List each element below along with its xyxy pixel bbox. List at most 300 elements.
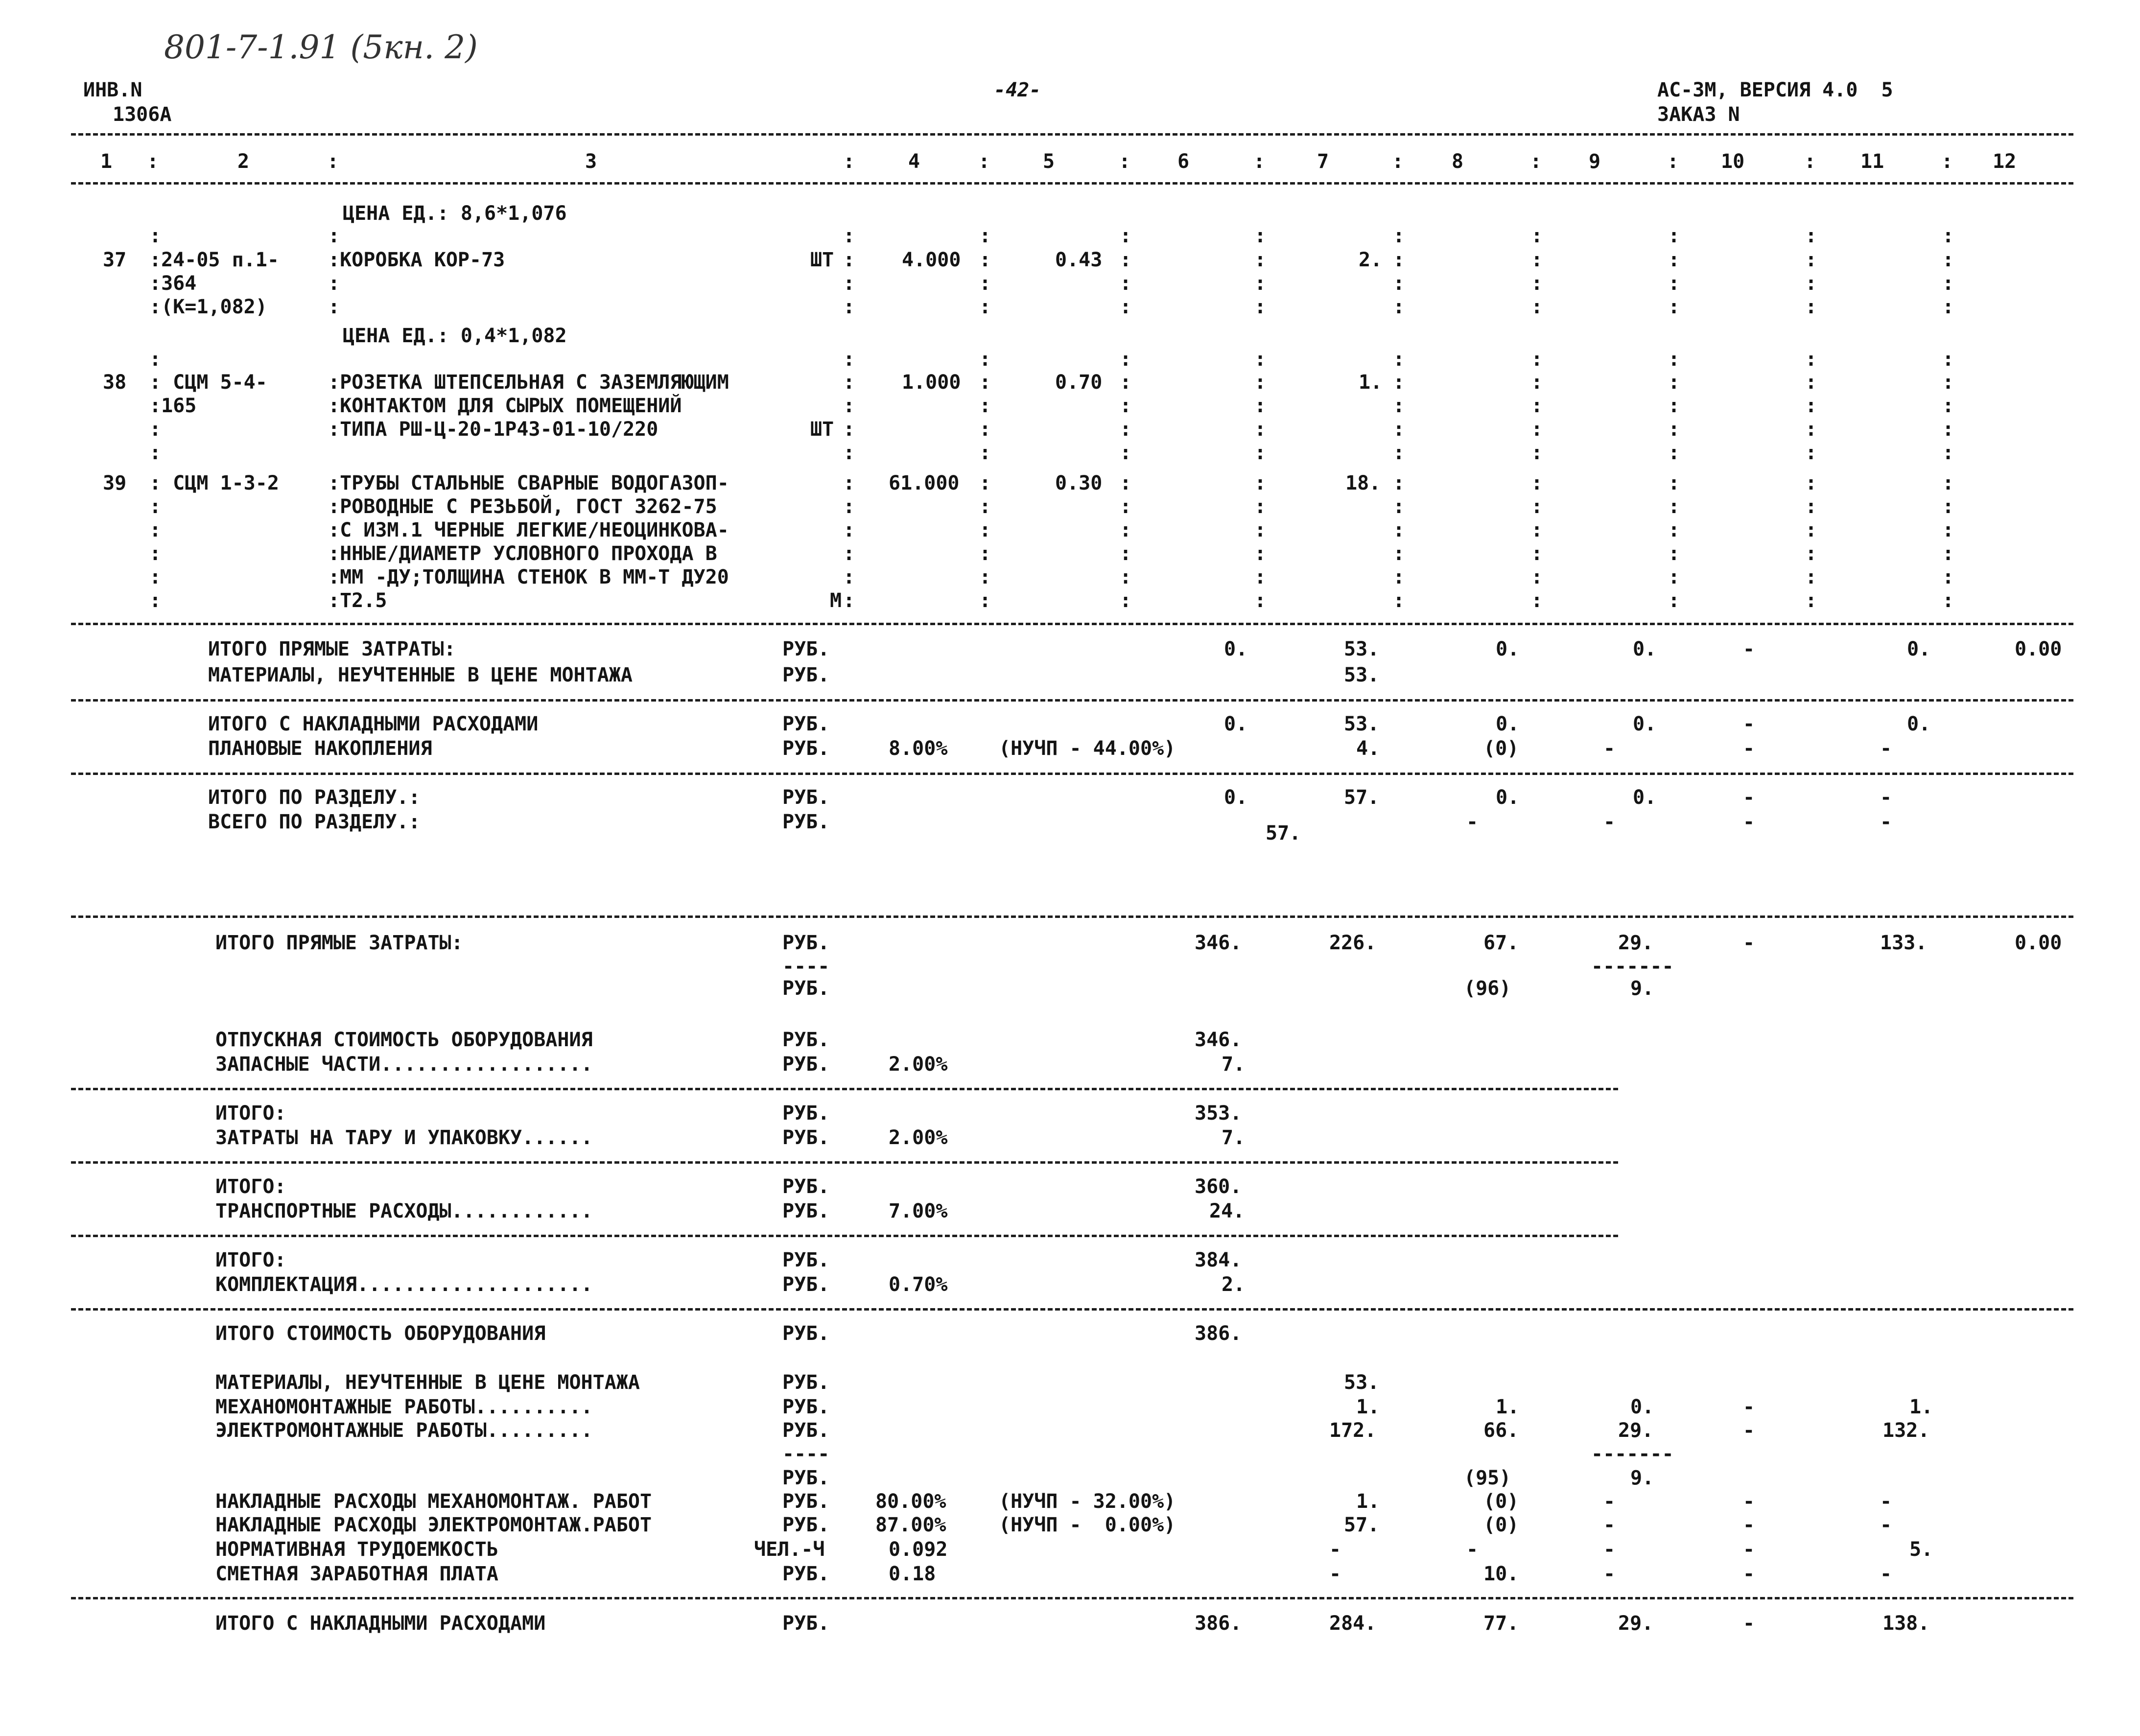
- row-col7: 1.: [1359, 371, 1383, 394]
- column-separator-dot: :: [1942, 296, 1954, 318]
- column-separators: :: [149, 348, 162, 371]
- unit-label: ЧЕЛ.-Ч: [754, 1538, 825, 1561]
- row-name-line: С ИЗМ.1 ЧЕРНЫЕ ЛЕГКИЕ/НЕОЦИНКОВА-: [340, 519, 729, 541]
- column-separators: :: [327, 150, 339, 173]
- column-separator-dot: :: [1254, 371, 1267, 394]
- value: 9.: [1630, 977, 1654, 1000]
- nuchp: (НУЧП - 0.00%): [999, 1514, 1176, 1536]
- column-separator-dot: :: [843, 418, 855, 441]
- row-name: :ММ -ДУ;ТОЛЩИНА СТЕНОК В ММ-Т ДУ20: [328, 566, 729, 588]
- value: 0.00: [2015, 638, 2062, 660]
- col-num: 3: [585, 150, 597, 173]
- value: -: [1880, 1490, 1892, 1513]
- value: 1.: [1356, 1490, 1380, 1513]
- row-name: :ТИПА РШ-Ц-20-1Р43-01-10/220: [328, 418, 658, 441]
- divider: [71, 133, 2073, 136]
- col-num: 11: [1860, 150, 1884, 173]
- value: 57.: [1344, 1514, 1380, 1536]
- value: -: [1743, 737, 1755, 760]
- value: 5.: [1909, 1538, 1933, 1561]
- unit-label: РУБ.: [782, 638, 830, 660]
- labor-label: НОРМАТИВНАЯ ТРУДОЕМКОСТЬ: [215, 1538, 498, 1561]
- column-separator-dot: :: [1120, 472, 1132, 494]
- unit-label: РУБ.: [782, 1514, 830, 1536]
- percent: 2.00%: [889, 1126, 948, 1149]
- column-separator-dot: :: [843, 249, 855, 271]
- column-separator-dot: :: [843, 566, 855, 588]
- column-separators: :: [1530, 150, 1542, 173]
- transport-label: ТРАНСПОРТНЫЕ РАСХОДЫ............: [215, 1200, 593, 1222]
- unit-label: РУБ.: [782, 1612, 830, 1635]
- column-separator-dot: :: [1805, 249, 1817, 271]
- col-num: 4: [908, 150, 920, 173]
- row-name: :ТРУБЫ СТАЛЬНЫЕ СВАРНЫЕ ВОДОГАЗОП-: [328, 472, 729, 494]
- column-separator-dot: :: [1805, 348, 1817, 371]
- column-separator-dot: :: [1120, 519, 1132, 541]
- column-separators: :: [1119, 150, 1131, 173]
- column-separator-dot: :: [1254, 395, 1267, 417]
- value: -: [1743, 638, 1755, 660]
- page-number: -42-: [994, 79, 1041, 101]
- unit-label: РУБ.: [782, 1126, 830, 1149]
- column-separator-dot: :: [1531, 418, 1543, 441]
- column-separator-dot: :: [1531, 495, 1543, 518]
- col-num: 10: [1721, 150, 1745, 173]
- row-name-line: ММ -ДУ;ТОЛЩИНА СТЕНОК В ММ-Т ДУ20: [340, 566, 729, 588]
- column-separator-dot: :: [843, 589, 855, 612]
- column-separator-dot: :: [1668, 566, 1680, 588]
- kit-label: КОМПЛЕКТАЦИЯ....................: [215, 1273, 593, 1296]
- unit-label: РУБ.: [782, 1396, 830, 1418]
- row-col7: 2.: [1359, 249, 1383, 271]
- column-separator-dot: :: [1668, 249, 1680, 271]
- column-separator-dot: :: [1531, 249, 1543, 271]
- row-code: :364: [149, 272, 197, 295]
- percent: 2.00%: [889, 1053, 948, 1076]
- column-separator-dot: :: [1393, 519, 1405, 541]
- unit-label: РУБ.: [782, 1467, 830, 1489]
- divider: [71, 182, 2073, 185]
- column-separator-dot: :: [843, 495, 855, 518]
- divider: [71, 623, 2073, 625]
- column-separator-dot: :: [1531, 566, 1543, 588]
- column-separator-dot: :: [1942, 472, 1954, 494]
- mech-label: МЕХАНОМОНТАЖНЫЕ РАБОТЫ..........: [215, 1396, 593, 1418]
- col-num: 1: [100, 150, 113, 173]
- column-separator-dot: :: [1668, 542, 1680, 565]
- value: 10.: [1483, 1563, 1519, 1585]
- row-name-line: РОЗЕТКА ШТЕПСЕЛЬНАЯ С ЗАЗЕМЛЯЮЩИМ: [340, 371, 729, 394]
- column-separators: :: [149, 495, 162, 518]
- column-separator-dot: :: [1254, 589, 1267, 612]
- divider: [71, 1088, 1618, 1090]
- subtotal-label: ИТОГО:: [215, 1102, 286, 1125]
- column-separators: :: [1253, 150, 1266, 173]
- column-separator-dot: :: [1393, 472, 1405, 494]
- value: 0.: [1224, 786, 1248, 809]
- column-separator-dot: :: [1942, 371, 1954, 394]
- value: 226.: [1329, 932, 1377, 954]
- column-separators: :: [1941, 150, 1953, 173]
- column-separator-dot: :: [979, 371, 991, 394]
- column-separator-dot: :: [1805, 519, 1817, 541]
- oh-mech-label: НАКЛАДНЫЕ РАСХОДЫ МЕХАНОМОНТАЖ. РАБОТ: [215, 1490, 652, 1513]
- row-name-line: ННЫЕ/ДИАМЕТР УСЛОВНОГО ПРОХОДА В: [340, 542, 717, 565]
- row-code: :(К=1,082): [149, 296, 267, 318]
- row-name: :ННЫЕ/ДИАМЕТР УСЛОВНОГО ПРОХОДА В: [328, 542, 717, 565]
- row-name: :КОРОБКА КОР-73: [328, 249, 505, 271]
- column-separator-dot: :: [1805, 272, 1817, 295]
- value: 0.: [1907, 638, 1931, 660]
- column-separators: :: [149, 542, 162, 565]
- column-separator-dot: :: [843, 348, 855, 371]
- col-num: 5: [1043, 150, 1055, 173]
- column-separator-dot: :: [1254, 249, 1267, 271]
- column-separator-dot: :: [979, 566, 991, 588]
- percent: 8.00%: [889, 737, 948, 760]
- value: (96): [1464, 977, 1511, 1000]
- column-separator-dot: :: [1254, 272, 1267, 295]
- column-separator-dot: :: [1254, 519, 1267, 541]
- row-col7: 18.: [1345, 472, 1381, 494]
- unit-label: РУБ.: [782, 1322, 830, 1345]
- value: -: [1466, 1538, 1479, 1561]
- column-separator-dot: :: [1393, 395, 1405, 417]
- column-separator-dot: :: [1942, 249, 1954, 271]
- column-separator-dot: :: [979, 589, 991, 612]
- row-name-line: ТИПА РШ-Ц-20-1Р43-01-10/220: [340, 418, 658, 441]
- value: -: [1880, 786, 1892, 809]
- column-separator-dot: :: [979, 442, 991, 464]
- long-dash: -------: [1591, 955, 1674, 978]
- column-separator-dot: :: [1805, 495, 1817, 518]
- value: 360.: [1195, 1175, 1242, 1198]
- percent: 80.00%: [875, 1490, 946, 1513]
- unit-label: РУБ.: [782, 1563, 830, 1585]
- column-separators: :: [149, 519, 162, 541]
- value: -: [1603, 1563, 1616, 1585]
- column-separator-dot: :: [1120, 249, 1132, 271]
- divider: [71, 1161, 1618, 1164]
- column-separator-dot: :: [1668, 589, 1680, 612]
- value: 29.: [1618, 1612, 1654, 1635]
- column-separator-dot: :: [843, 225, 855, 247]
- column-separator-dot: :: [1120, 371, 1132, 394]
- column-separator-dot: :: [1942, 495, 1954, 518]
- value: 133.: [1880, 932, 1928, 954]
- row-code: : СЦМ 5-4-: [149, 371, 267, 394]
- column-separator-dot: :: [1531, 472, 1543, 494]
- column-separator-dot: :: [979, 495, 991, 518]
- oh-elec-label: НАКЛАДНЫЕ РАСХОДЫ ЭЛЕКТРОМОНТАЖ.РАБОТ: [215, 1514, 652, 1536]
- value: -: [1603, 1538, 1616, 1561]
- col-num: 8: [1452, 150, 1464, 173]
- column-separator-dot: :: [1668, 418, 1680, 441]
- row-name: :РОВОДНЫЕ С РЕЗЬБОЙ, ГОСТ 3262-75: [328, 495, 717, 518]
- value: -: [1329, 1538, 1341, 1561]
- value: -: [1603, 811, 1616, 833]
- column-separator-dot: :: [1805, 395, 1817, 417]
- row-name: :КОНТАКТОМ ДЛЯ СЫРЫХ ПОМЕЩЕНИЙ: [328, 395, 682, 417]
- column-separator-dot: :: [1393, 348, 1405, 371]
- column-separator-dot: :: [1254, 348, 1267, 371]
- column-separator-dot: :: [979, 296, 991, 318]
- value: -: [1743, 1490, 1755, 1513]
- col-num: 6: [1177, 150, 1190, 173]
- handwritten-reference: 801-7-1.91 (5кн. 2): [164, 28, 478, 66]
- column-separator-dot: :: [1805, 296, 1817, 318]
- column-separator-dot: :: [1942, 566, 1954, 588]
- row-code: : СЦМ 1-3-2: [149, 472, 279, 494]
- column-separator-dot: :: [1668, 495, 1680, 518]
- column-separator-dot: :: [1393, 542, 1405, 565]
- column-separator-dot: :: [843, 371, 855, 394]
- unit-label: РУБ.: [782, 1249, 830, 1271]
- wage-label: СМЕТНАЯ ЗАРАБОТНАЯ ПЛАТА: [215, 1563, 498, 1585]
- column-separator-dot: :: [1531, 225, 1543, 247]
- value: 0.: [1496, 638, 1520, 660]
- unit-label: РУБ.: [782, 1273, 830, 1296]
- overhead-label: ИТОГО С НАКЛАДНЫМИ РАСХОДАМИ: [208, 713, 539, 735]
- column-separator-dot: :: [979, 225, 991, 247]
- column-separators: :: [1804, 150, 1816, 173]
- unit-label: РУБ.: [782, 932, 830, 954]
- value: 0.: [1630, 1396, 1654, 1418]
- row-code: :24-05 п.1-: [149, 249, 279, 271]
- row-number: 39: [103, 472, 127, 494]
- nuchp: (НУЧП - 32.00%): [999, 1490, 1176, 1513]
- unit-label: РУБ.: [782, 1029, 830, 1051]
- column-separator-dot: :: [979, 272, 991, 295]
- column-separator-dot: :: [843, 272, 855, 295]
- value: -: [1329, 1563, 1341, 1585]
- row-number: 37: [103, 249, 127, 271]
- total-section-label: ВСЕГО ПО РАЗДЕЛУ.:: [208, 811, 421, 833]
- direct-costs-label: ИТОГО ПРЯМЫЕ ЗАТРАТЫ:: [208, 638, 456, 660]
- value: 384.: [1195, 1249, 1242, 1271]
- column-separator-dot: :: [1668, 395, 1680, 417]
- row-unit: М: [830, 589, 842, 612]
- column-separator-dot: :: [979, 472, 991, 494]
- order-label: ЗАКАЗ N: [1657, 103, 1740, 126]
- equip-total-label: ИТОГО СТОИМОСТЬ ОБОРУДОВАНИЯ: [215, 1322, 546, 1345]
- percent: 87.00%: [875, 1514, 946, 1536]
- value: 346.: [1195, 1029, 1242, 1051]
- value: 284.: [1329, 1612, 1377, 1635]
- row-unit: ШТ: [810, 249, 834, 271]
- value: 0.: [1633, 638, 1657, 660]
- unit-label: РУБ.: [782, 811, 830, 833]
- column-separator-dot: :: [1120, 566, 1132, 588]
- column-separator-dot: :: [1942, 589, 1954, 612]
- column-separator-dot: :: [979, 519, 991, 541]
- column-separator-dot: :: [1254, 472, 1267, 494]
- column-separator-dot: :: [1393, 589, 1405, 612]
- divider: [71, 773, 2073, 775]
- value: 29.: [1618, 932, 1654, 954]
- column-separators: :: [149, 442, 162, 464]
- unit-label: РУБ.: [782, 737, 830, 760]
- column-separator-dot: :: [1393, 272, 1405, 295]
- value: (0): [1483, 737, 1519, 760]
- column-separator-dot: :: [1531, 395, 1543, 417]
- column-separator-dot: :: [1805, 442, 1817, 464]
- column-separator-dot: :: [1805, 225, 1817, 247]
- column-separator-dot: :: [1120, 542, 1132, 565]
- value: (0): [1483, 1514, 1519, 1536]
- spare-label: ЗАПАСНЫЕ ЧАСТИ..................: [215, 1053, 593, 1076]
- column-separators: :: [328, 296, 340, 318]
- column-separator-dot: :: [1668, 472, 1680, 494]
- column-separator-dot: :: [1942, 395, 1954, 417]
- value: -: [1880, 1514, 1892, 1536]
- row-code-line: 24-05 п.1-: [161, 249, 279, 271]
- column-separators: :: [328, 225, 340, 247]
- column-separator-dot: :: [843, 472, 855, 494]
- unit-label: РУБ.: [782, 713, 830, 735]
- elec-label: ЭЛЕКТРОМОНТАЖНЫЕ РАБОТЫ.........: [215, 1419, 593, 1442]
- direct-costs-label: ИТОГО ПРЯМЫЕ ЗАТРАТЫ:: [215, 932, 463, 954]
- column-separator-dot: :: [1120, 442, 1132, 464]
- column-separator-dot: :: [1531, 296, 1543, 318]
- by-section-label: ИТОГО ПО РАЗДЕЛУ.:: [208, 786, 421, 809]
- column-separator-dot: :: [1393, 442, 1405, 464]
- pack-label: ЗАТРАТЫ НА ТАРУ И УПАКОВКУ......: [215, 1126, 593, 1149]
- value: 0.: [1224, 638, 1248, 660]
- value: 53.: [1344, 713, 1380, 735]
- row-name: :С ИЗМ.1 ЧЕРНЫЕ ЛЕГКИЕ/НЕОЦИНКОВА-: [328, 519, 729, 541]
- column-separator-dot: :: [1254, 542, 1267, 565]
- column-separator-dot: :: [1254, 442, 1267, 464]
- column-separator-dot: :: [979, 249, 991, 271]
- column-separators: :: [147, 150, 159, 173]
- column-separator-dot: :: [1668, 225, 1680, 247]
- column-separator-dot: :: [1393, 418, 1405, 441]
- column-separator-dot: :: [979, 418, 991, 441]
- percent: 0.70%: [889, 1273, 948, 1296]
- divider: [71, 915, 2073, 918]
- percent: 7.00%: [889, 1200, 948, 1222]
- value: 0.: [1633, 713, 1657, 735]
- value: 386.: [1195, 1612, 1242, 1635]
- column-separator-dot: :: [843, 542, 855, 565]
- row-name-line: РОВОДНЫЕ С РЕЗЬБОЙ, ГОСТ 3262-75: [340, 495, 717, 518]
- equip-label: ОТПУСКНАЯ СТОИМОСТЬ ОБОРУДОВАНИЯ: [215, 1029, 593, 1051]
- value: -: [1603, 737, 1616, 760]
- value: 0.092: [889, 1538, 948, 1561]
- column-separator-dot: :: [1531, 442, 1543, 464]
- column-separator-dot: :: [1120, 296, 1132, 318]
- column-separators: :: [149, 566, 162, 588]
- row-number: 38: [103, 371, 127, 394]
- column-separator-dot: :: [979, 542, 991, 565]
- column-separator-dot: :: [1531, 371, 1543, 394]
- column-separator-dot: :: [843, 519, 855, 541]
- column-separator-dot: :: [1942, 272, 1954, 295]
- unit-label: РУБ.: [782, 1175, 830, 1198]
- col-num: 7: [1317, 150, 1329, 173]
- column-separator-dot: :: [1805, 418, 1817, 441]
- divider: [71, 1308, 2073, 1311]
- column-separator-dot: :: [1805, 542, 1817, 565]
- column-separator-dot: :: [1531, 589, 1543, 612]
- program-version: АС-3М, ВЕРСИЯ 4.0 5: [1657, 79, 1893, 101]
- column-separator-dot: :: [1254, 418, 1267, 441]
- column-separator-dot: :: [1805, 589, 1817, 612]
- row-name: :Т2.5: [328, 589, 387, 612]
- column-separator-dot: :: [1805, 566, 1817, 588]
- unit-label: РУБ.: [782, 1490, 830, 1513]
- column-separator-dot: :: [1942, 418, 1954, 441]
- column-separator-dot: :: [1805, 472, 1817, 494]
- row-qty: 4.000: [902, 249, 961, 271]
- column-separator-dot: :: [1254, 495, 1267, 518]
- row-code-line: (К=1,082): [161, 296, 267, 318]
- value: (95): [1464, 1467, 1511, 1489]
- divider: [71, 1597, 2073, 1599]
- value: -: [1743, 1419, 1755, 1442]
- column-separator-dot: :: [843, 442, 855, 464]
- value: -: [1603, 1490, 1616, 1513]
- value: 0.: [1496, 713, 1520, 735]
- value: 132.: [1882, 1419, 1930, 1442]
- unit-label: РУБ.: [782, 786, 830, 809]
- row-qty: 1.000: [902, 371, 961, 394]
- value: -: [1743, 811, 1755, 833]
- col-num: 2: [237, 150, 250, 173]
- column-separator-dot: :: [1531, 519, 1543, 541]
- row-name-line: КОНТАКТОМ ДЛЯ СЫРЫХ ПОМЕЩЕНИЙ: [340, 395, 682, 417]
- value: -: [1880, 811, 1892, 833]
- col-num: 9: [1589, 150, 1601, 173]
- row-name-line: ТРУБЫ СТАЛЬНЫЕ СВАРНЫЕ ВОДОГАЗОП-: [340, 472, 729, 494]
- value: -: [1743, 1563, 1755, 1585]
- value: 53.: [1344, 1371, 1380, 1394]
- price-note: ЦЕНА ЕД.: 0,4*1,082: [343, 325, 567, 347]
- row-code-line: СЦМ 1-3-2: [173, 472, 279, 494]
- column-separator-dot: :: [1942, 519, 1954, 541]
- value: 1.: [1356, 1396, 1380, 1418]
- value: 138.: [1882, 1612, 1930, 1635]
- column-separator-dot: :: [1393, 296, 1405, 318]
- value: 386.: [1195, 1322, 1242, 1345]
- column-separator-dot: :: [843, 296, 855, 318]
- short-dash: ----: [782, 1443, 830, 1465]
- subtotal-label: ИТОГО:: [215, 1249, 286, 1271]
- column-separators: :: [843, 150, 855, 173]
- column-separator-dot: :: [1531, 542, 1543, 565]
- value: 1.: [1909, 1396, 1933, 1418]
- value: 57.: [1344, 786, 1380, 809]
- value: 0.: [1496, 786, 1520, 809]
- row-unit: ШТ: [810, 418, 834, 441]
- column-separator-dot: :: [1668, 442, 1680, 464]
- column-separator-dot: :: [1254, 225, 1267, 247]
- column-separators: :: [1667, 150, 1679, 173]
- row-code-line: 165: [161, 395, 197, 417]
- row-name-line: КОРОБКА КОР-73: [340, 249, 505, 271]
- unit-label: РУБ.: [782, 1053, 830, 1076]
- column-separator-dot: :: [1942, 542, 1954, 565]
- column-separator-dot: :: [1668, 348, 1680, 371]
- column-separator-dot: :: [1942, 225, 1954, 247]
- column-separator-dot: :: [1393, 225, 1405, 247]
- row-code-line: СЦМ 5-4-: [173, 371, 267, 394]
- column-separator-dot: :: [1942, 348, 1954, 371]
- column-separator-dot: :: [1668, 519, 1680, 541]
- value: 0.: [1224, 713, 1248, 735]
- value: 53.: [1344, 664, 1380, 686]
